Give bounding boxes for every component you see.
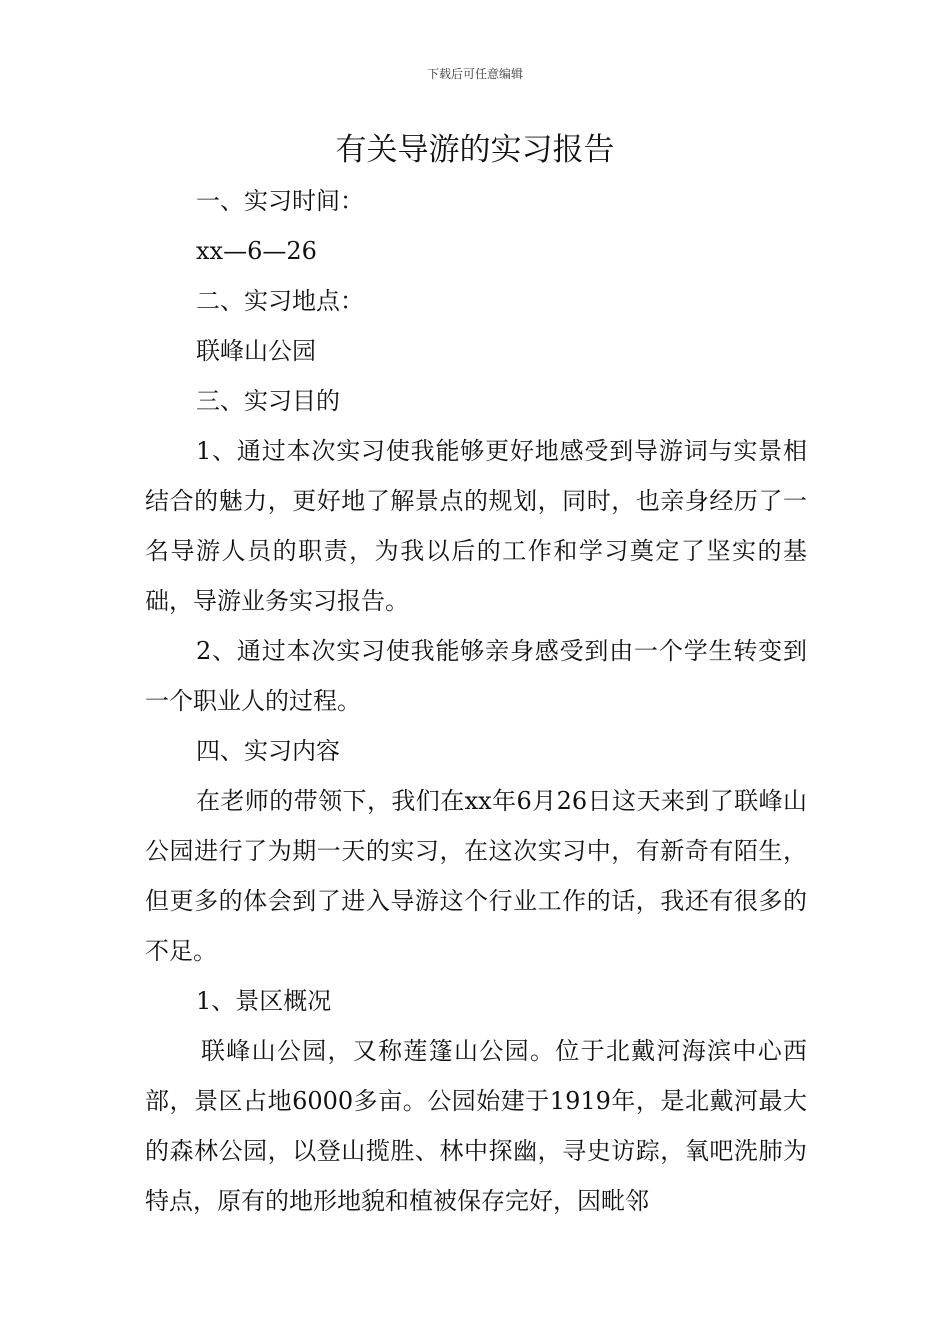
section-heading-content: 四、实习内容 xyxy=(196,737,340,765)
header-note: 下载后可任意编辑 xyxy=(426,67,523,81)
document-title: 有关导游的实习报告 xyxy=(335,132,615,168)
section-heading-time: 一、实习时间： xyxy=(196,187,364,215)
purpose-item-1: 1、通过本次实习使我能够更好地感受到导游词与实景相结合的魅力，更好地了解景点的规划，同时，也亲身经历了一名导游人员的职责，为我以后的工作和学习奠定了坚实的基础，导游业务实习报告。 xyxy=(145,437,807,615)
purpose-item-2: 2、通过本次实习使我能够亲身感受到由一个学生转变到一个职业人的过程。 xyxy=(145,637,807,715)
section-heading-purpose: 三、实习目的 xyxy=(196,387,340,415)
internship-location: 联峰山公园 xyxy=(196,337,316,365)
section-heading-location: 二、实习地点： xyxy=(196,287,364,315)
document-body xyxy=(145,176,807,1226)
subsection-heading-overview: 1、景区概况 xyxy=(196,987,332,1015)
overview-paragraph: 联峰山公园，又称莲篷山公园。位于北戴河海滨中心西部，景区占地6000多亩。公园始建于1919年，是北戴河最大的森林公园，以登山揽胜、林中探幽，寻史访踪，氧吧洗肺为特点，原有的地形地貌和植被保存完好，因毗邻 xyxy=(145,1037,807,1215)
content-paragraph: 在老师的带领下，我们在xx年6月26日这天来到了联峰山公园进行了为期一天的实习，在这次实习中，有新奇有陌生，但更多的体会到了进入导游这个行业工作的话，我还有很多的不足。 xyxy=(145,787,807,965)
internship-date: xx—6—26 xyxy=(196,237,317,265)
